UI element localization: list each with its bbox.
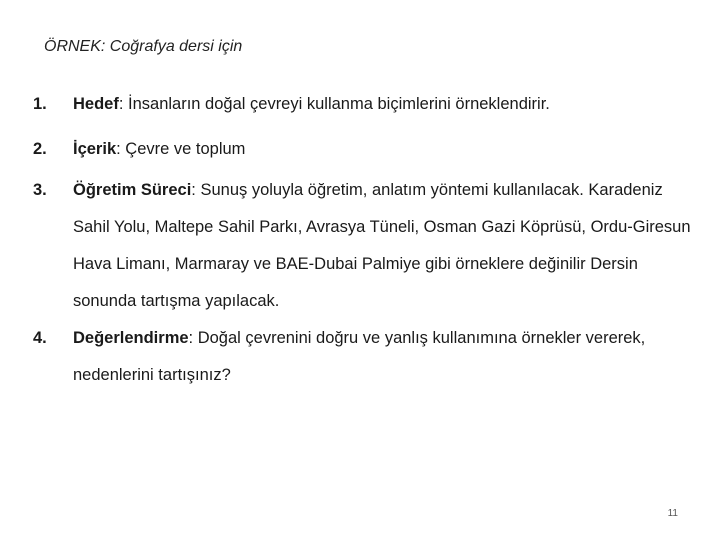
list-item-label: Değerlendirme — [73, 329, 189, 347]
list-item-text: : Çevre ve toplum — [116, 140, 246, 158]
list-item-number: 3. — [33, 181, 47, 199]
list-item-number: 1. — [33, 95, 47, 113]
list-item-number: 4. — [33, 329, 47, 347]
example-title: ÖRNEK: Coğrafya dersi için — [44, 38, 243, 55]
list-item-content — [73, 86, 703, 123]
list-item-label: İçerik — [73, 140, 117, 158]
list-item-content — [73, 172, 703, 320]
list-item-ogretim-sureci — [33, 172, 703, 320]
list-item-text: : İnsanların doğal çevreyi kullanma biçimlerini örneklendirir. — [118, 95, 550, 113]
list-item-content — [73, 320, 703, 394]
list-item-content — [73, 131, 703, 168]
list-item-text: : Doğal çevrenini doğru ve yanlış kullanımına örnekler vererek, nedenlerini tartışınız? — [73, 329, 646, 384]
list-item-hedef — [33, 86, 703, 123]
list-item-icerik — [33, 131, 703, 168]
page-number: 11 — [667, 508, 678, 519]
list-item-label: Hedef — [73, 95, 119, 113]
list-item-label: Öğretim Süreci — [73, 181, 192, 199]
list-item-degerlendirme — [33, 320, 703, 394]
list-item-number: 2. — [33, 140, 47, 158]
list-item-text: : Sunuş yoluyla öğretim, anlatım yöntemi kullanılacak. Karadeniz Sahil Yolu, Maltepe Sahil Parkı, Avrasya Tüneli, Osman Gazi Köprüsü, Ordu-Giresun Hava Limanı, Marmaray ve BAE-Dubai Palmiye gibi örneklere değinilir Dersin sonunda tartışma yapılacak. — [73, 181, 691, 310]
